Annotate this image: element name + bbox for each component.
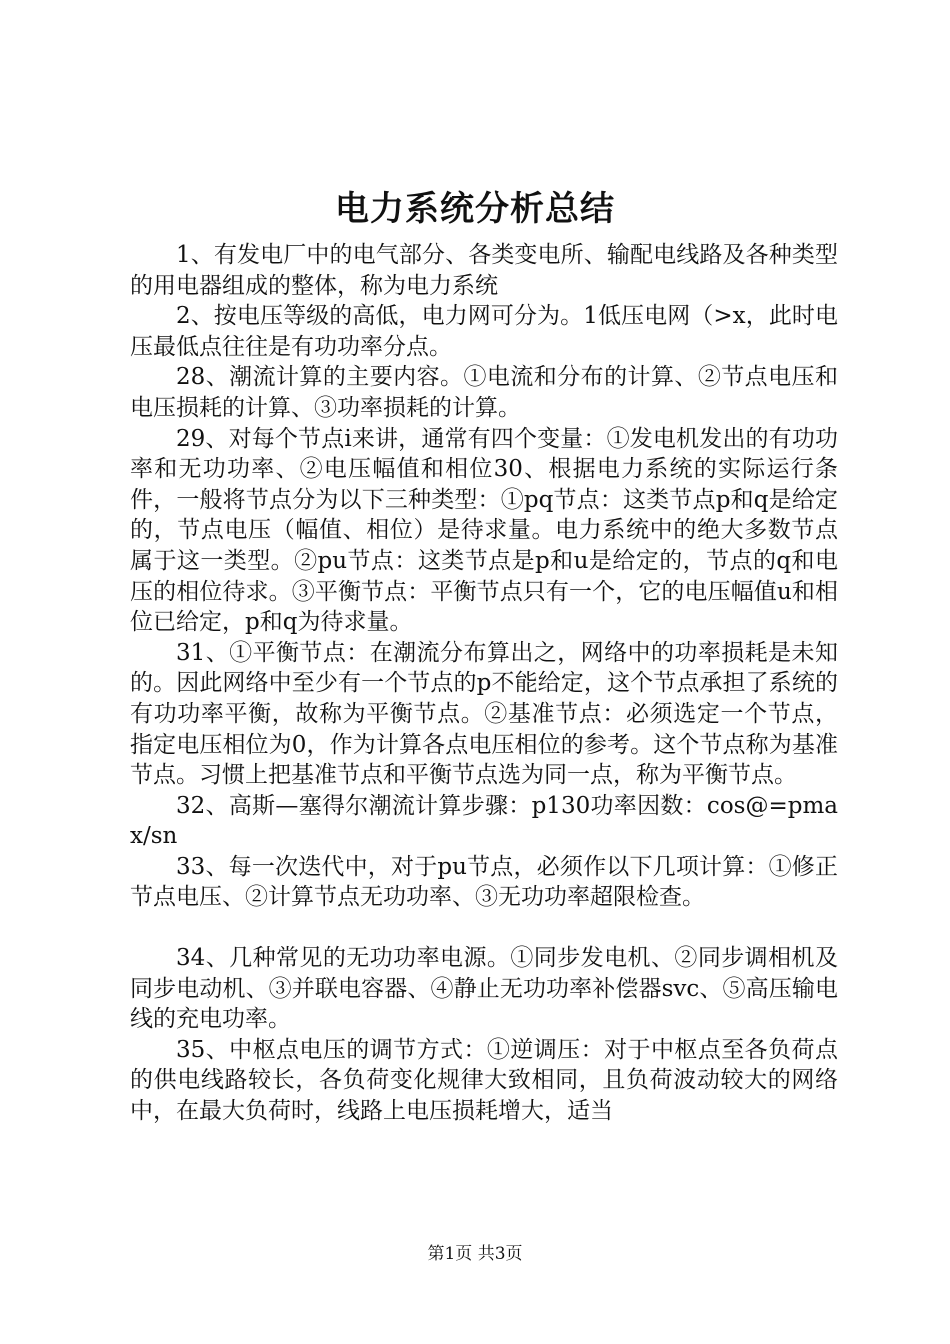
paragraph-29: 29、对每个节点i来讲，通常有四个变量：①发电机发出的有功功率和无功功率、②电压幅值和相位30、根据电力系统的实际运行条件，一般将节点分为以下三种类型：①pq节点：这类节点p和q是给定的，节点电压（幅值、相位）是待求量。电力系统中的绝大多数节点属于这一类型。②pu节点：这类节点是p和u是给定的，节点的q和电压的相位待求。③平衡节点：平衡节点只有一个，它的电压幅值u和相位已给定，p和q为待求量。 (130, 425, 838, 636)
paragraph-spacer (130, 913, 838, 943)
paragraph-2: 2、按电压等级的高低，电力网可分为。1低压电网（>x，此时电压最低点往往是有功功率分点。 (130, 303, 838, 360)
document-title: 电力系统分析总结 (335, 189, 615, 229)
paragraph-33: 33、每一次迭代中，对于pu节点，必须作以下几项计算：①修正节点电压、②计算节点无功功率、③无功功率超限检查。 (130, 853, 838, 911)
document-body (130, 240, 838, 1127)
paragraph-1: 1、有发电厂中的电气部分、各类变电所、输配电线路及各种类型的用电器组成的整体，称为电力系统 (130, 242, 838, 299)
paragraph-35: 35、中枢点电压的调节方式：①逆调压：对于中枢点至各负荷点的供电线路较长，各负荷变化规律大致相同，且负荷波动较大的网络中，在最大负荷时，线路上电压损耗增大，适当 (130, 1036, 838, 1125)
page-number: 第1页 共3页 (427, 1244, 523, 1264)
paragraph-32: 32、高斯—塞得尔潮流计算步骤：p130功率因数：cos@=pmax/sn (130, 792, 838, 850)
paragraph-34: 34、几种常见的无功功率电源。①同步发电机、②同步调相机及同步电动机、③并联电容器、④静止无功功率补偿器svc、⑤高压输电线的充电功率。 (130, 945, 838, 1033)
paragraph-28: 28、潮流计算的主要内容。①电流和分布的计算、②节点电压和电压损耗的计算、③功率损耗的计算。 (130, 364, 838, 421)
paragraph-31: 31、①平衡节点：在潮流分布算出之，网络中的功率损耗是未知的。因此网络中至少有一个节点的p不能给定，这个节点承担了系统的有功功率平衡，故称为平衡节点。②基准节点：必须选定一个节点，指定电压相位为0，作为计算各点电压相位的参考。这个节点称为基准节点。习惯上把基准节点和平衡节点选为同一点，称为平衡节点。 (130, 639, 838, 789)
